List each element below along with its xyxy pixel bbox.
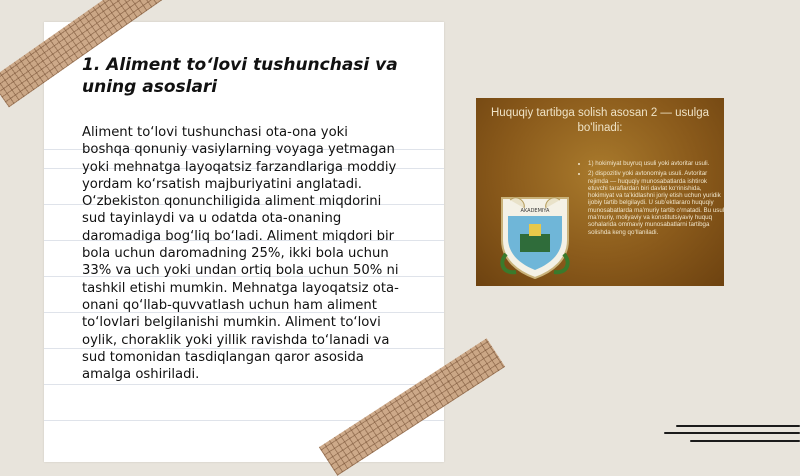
decorative-line [676, 425, 800, 427]
decorative-line [664, 432, 800, 434]
section-heading: 1. Aliment to‘lovi tushunchasi va uning asoslari [82, 55, 398, 97]
slide-bullet-list [578, 160, 724, 239]
slide-bullet: • 2) dispozitiv yoki avtonomiya usuli. Avtoritar rejimda — huquqiy munosabatlarda ishtirok etuvchi taraflardan biri davlat ko‘rinishida, hokimiyat va ta’kidlashni joriy etish uchun yuridik ijobiy tartib belgilaydi. U sub’ektlararo huquqiy munosabatlarda ma’muriy tartib o‘rnatadi. Bu usul ma’muriy, moliyaviy va konstitutsiyaviy huquq sohalarida ommaviy munosabatlarni tartibga solishda keng qo‘llaniladi. [588, 170, 724, 236]
academy-emblem-icon [496, 194, 574, 280]
slide-preview-image [476, 98, 724, 286]
slide-title: Huquqiy tartibga solish asosan 2 — usulga bo'linadi: [491, 107, 709, 134]
slide-bullet: • 1) hokimiyat buyruq usuli yoki avtoritar usuli. [588, 160, 724, 167]
emblem-caption: AKADEMIYA [520, 208, 550, 214]
ruled-line [44, 384, 444, 385]
body-paragraph: Aliment to‘lovi tushunchasi ota-ona yoki boshqa qonuniy vasiylarning voyaga yetmagan yoki mehnatga layoqatsiz farzandlariga moddiy yordam ko‘rsatish majburiyatini anglatadi. O‘zbekiston qonunchiligida aliment miqdorini sud tayinlaydi va u odatda ota-onaning daromadiga bog‘liq bo‘ladi. Aliment miqdori bir bola uchun daromadning 25%, ikki bola uchun 33% va uch yoki undan ortiq bola uchun 50% ni tashkil etishi mumkin. Mehnatga layoqatsiz ota-onani qo‘llab-quvvatlash uchun ham aliment to‘lovlari belgilanishi mumkin. Aliment to‘lovi oylik, choraklik yoki yillik ravishda to‘lanadi va sud tomonidan tasdiqlangan qaror asosida amalga oshiriladi. [82, 125, 399, 383]
decorative-line [690, 440, 800, 442]
